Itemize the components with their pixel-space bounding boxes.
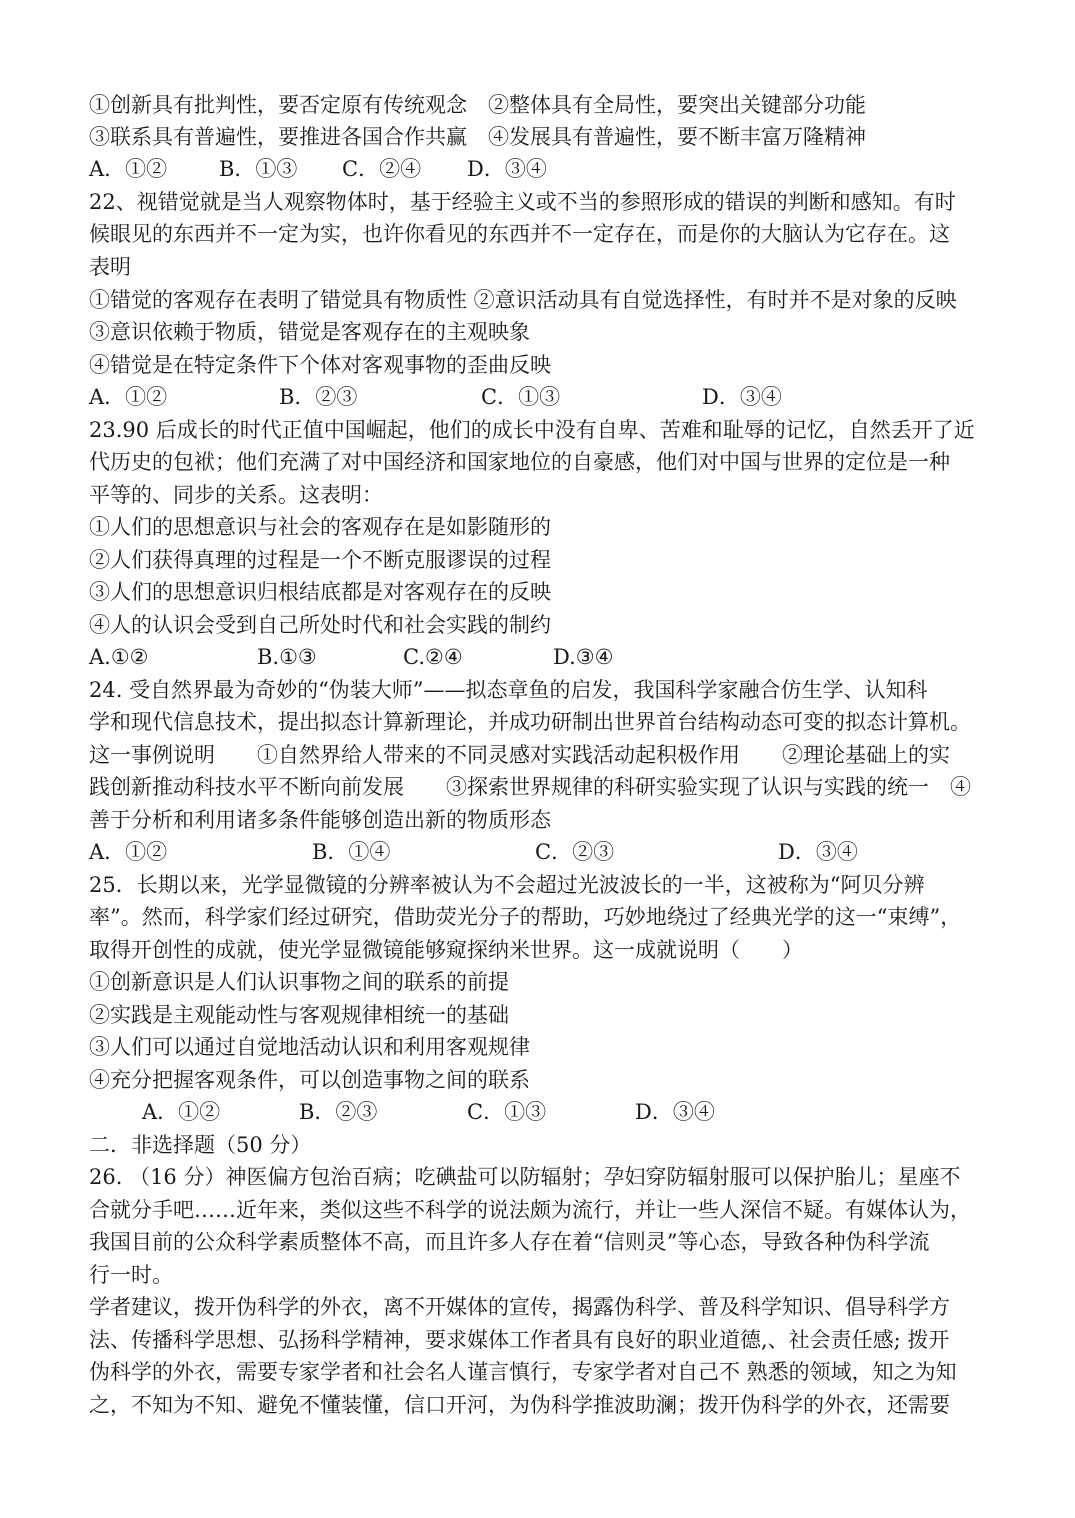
- option-a: A.①②: [89, 645, 149, 669]
- text-line: ①创新意识是人们认识事物之间的联系的前提: [89, 970, 509, 994]
- section-heading: 二．非选择题（50 分）: [89, 1133, 312, 1157]
- question-23: 23.90 后成长的时代正值中国崛起，他们的成长中没有自卑、苦难和耻辱的记忆，自然丢开了近: [89, 418, 975, 442]
- text-line: ②人们获得真理的过程是一个不断克服谬误的过程: [89, 548, 551, 572]
- option-a: A．①②: [89, 840, 168, 864]
- text-line: 代历史的包袱；他们充满了对中国经济和国家地位的自豪感，他们对中国与世界的定位是一种: [89, 450, 950, 474]
- text-line: ①创新具有批判性，要否定原有传统观念 ②整体具有全局性，要突出关键部分功能: [89, 93, 866, 117]
- question-22: 22、视错觉就是当人观察物体时，基于经验主义或不当的参照形成的错误的判断和感知。有时: [89, 190, 956, 214]
- text-line: 取得开创性的成就，使光学显微镜能够窥探纳米世界。这一成就说明（ ）: [89, 938, 803, 962]
- text-line: 平等的、同步的关系。这表明：: [89, 483, 383, 507]
- option-c: C．②③: [535, 840, 615, 864]
- option-d: D．③④: [467, 157, 547, 181]
- question-24: 24. 受自然界最为奇妙的“伪装大师”——拟态章鱼的启发，我国科学家融合仿生学、认知科: [89, 678, 928, 702]
- text-line: ④充分把握客观条件，可以创造事物之间的联系: [89, 1068, 530, 1092]
- option-d: D．③④: [778, 840, 858, 864]
- option-a: A．①②: [89, 385, 168, 409]
- text-line: 这一事例说明 ①自然界给人带来的不同灵感对实践活动起积极作用 ②理论基础上的实: [89, 743, 950, 767]
- option-d: D．③④: [702, 385, 782, 409]
- option-b: B．①③: [219, 157, 298, 181]
- text-line: ③意识依赖于物质，错觉是客观存在的主观映象: [89, 320, 530, 344]
- text-line: 法、传播科学思想、弘扬科学精神，要求媒体工作者具有良好的职业道德,、社会责任感; 拨开: [89, 1328, 950, 1352]
- text-line: ③人们的思想意识归根结底都是对客观存在的反映: [89, 580, 551, 604]
- option-c: C．①③: [481, 385, 561, 409]
- text-line: 伪科学的外衣，需要专家学者和社会名人谨言慎行，专家学者对自己不 熟悉的领域，知之为知: [89, 1360, 957, 1384]
- text-line: 学和现代信息技术，提出拟态计算新理论，并成功研制出世界首台结构动态可变的拟态计算机。: [89, 710, 971, 734]
- text-line: 学者建议，拨开伪科学的外衣，离不开媒体的宣传，揭露伪科学、普及科学知识、倡导科学方: [89, 1295, 950, 1319]
- option-b: B．①④: [312, 840, 391, 864]
- option-a: A．①②: [142, 1100, 221, 1124]
- text-line: 之，不知为不知、避免不懂装懂，信口开河，为伪科学推波助澜；拨开伪科学的外衣，还需要: [89, 1393, 950, 1417]
- text-line: ②实践是主观能动性与客观规律相统一的基础: [89, 1003, 509, 1027]
- option-b: B．②③: [299, 1100, 378, 1124]
- text-line: ④错觉是在特定条件下个体对客观事物的歪曲反映: [89, 353, 551, 377]
- text-line: ①人们的思想意识与社会的客观存在是如影随形的: [89, 515, 551, 539]
- text-line: ①错觉的客观存在表明了错觉具有物质性 ②意识活动具有自觉选择性，有时并不是对象的反映: [89, 288, 957, 312]
- text-line: 表明: [89, 255, 131, 279]
- option-b: B．②③: [279, 385, 358, 409]
- text-line: 候眼见的东西并不一定为实，也许你看见的东西并不一定存在，而是你的大脑认为它存在。这: [89, 222, 950, 246]
- text-line: ④人的认识会受到自己所处时代和社会实践的制约: [89, 613, 551, 637]
- option-b: B.①③: [257, 645, 317, 669]
- option-c: C．②④: [342, 157, 422, 181]
- text-line: 合就分手吧……近年来，类似这些不科学的说法颇为流行，并让一些人深信不疑。有媒体认为，: [89, 1198, 971, 1222]
- option-c: C.②④: [403, 645, 463, 669]
- text-line: 率”。然而，科学家们经过研究，借助荧光分子的帮助，巧妙地绕过了经典光学的这一“束缚”，: [89, 905, 962, 929]
- option-d: D.③④: [553, 645, 614, 669]
- text-line: 善于分析和利用诸多条件能够创造出新的物质形态: [89, 808, 551, 832]
- question-26: 26. （16 分）神医偏方包治百病；吃碘盐可以防辐射；孕妇穿防辐射服可以保护胎儿；星座不: [89, 1165, 961, 1189]
- question-25: 25．长期以来，光学显微镜的分辨率被认为不会超过光波波长的一半，这被称为“阿贝分辨: [89, 873, 925, 897]
- text-line: ③人们可以通过自觉地活动认识和利用客观规律: [89, 1035, 530, 1059]
- text-line: 行一时。: [89, 1263, 173, 1287]
- text-line: 践创新推动科技水平不断向前发展 ③探索世界规律的科研实验实现了认识与实践的统一 ④: [89, 775, 971, 799]
- option-c: C．①③: [467, 1100, 547, 1124]
- text-line: 我国目前的公众科学素质整体不高，而且许多人存在着“信则灵”等心态，导致各种伪科学流: [89, 1230, 930, 1254]
- text-line: ③联系具有普遍性，要推进各国合作共赢 ④发展具有普遍性，要不断丰富万隆精神: [89, 125, 866, 149]
- option-a: A．①②: [89, 157, 168, 181]
- option-d: D．③④: [635, 1100, 715, 1124]
